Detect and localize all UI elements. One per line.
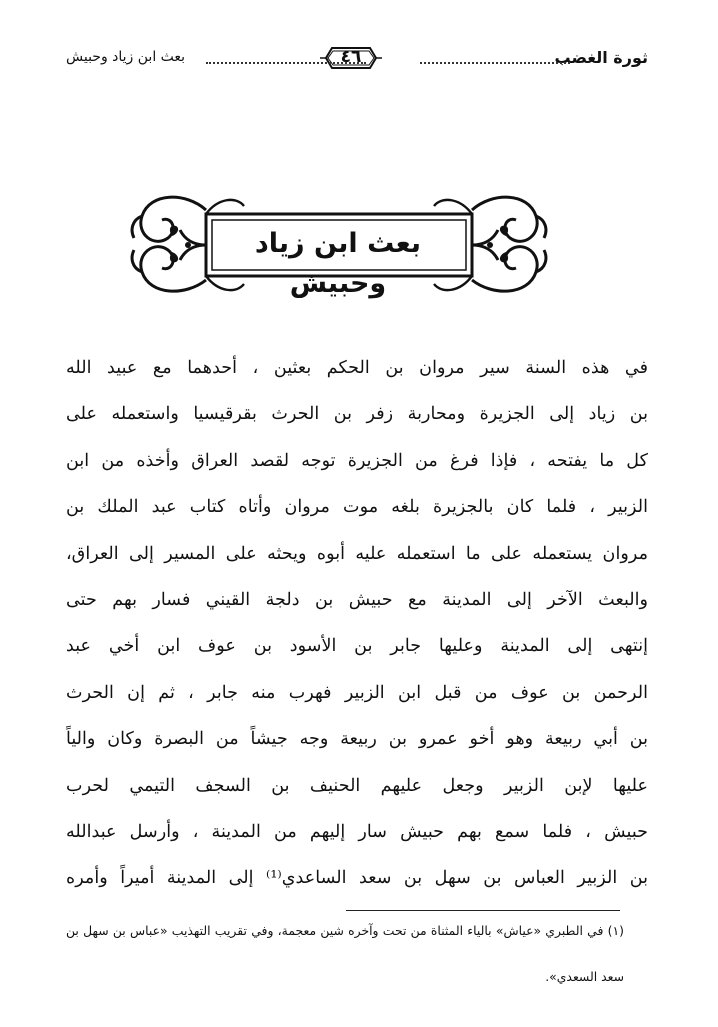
footnote-line: سعد السعدي». (545, 969, 624, 984)
text-line: والبعث الآخر إلى المدينة مع حبيش بن دلجة القيني فسار بهم حتى (66, 589, 648, 610)
text-line: بن زياد إلى الجزيرة ومحاربة زفر بن الحرث بقرقيسيا واستعمله على (66, 404, 648, 425)
page-number-badge (318, 44, 384, 72)
text-line: إنتهى إلى المدينة وعليها جابر بن الأسود بن عوف ابن أخي عبد (66, 636, 648, 657)
text-line: في هذه السنة سير مروان بن الحكم بعثين ، أحدهما مع عبيد الله (66, 358, 648, 378)
text-line: بن أبي ربيعة وهو أخو عمرو بن ربيعة وجه جيشاً من البصرة وكان والياً (66, 729, 648, 750)
footnote-line: (١) في الطبري «عياش» بالياء المثناة من تحت وآخره شين معجمة، وفي تقريب التهذيب «عباس بن سهل بن (66, 923, 624, 938)
footnote-separator (346, 910, 620, 911)
footnotes (66, 918, 624, 1010)
text-line: مروان يستعمله على ما استعمله عليه أبوه ويحثه على المسير إلى العراق، (66, 543, 648, 564)
page-number: ٤٦ (340, 47, 362, 67)
text-line: عليها لإبن الزبير وجعل عليهم الحنيف بن السجف التيمي لحرب (66, 775, 648, 796)
text-line: كل ما يفتحه ، فإذا فرغ من الجزيرة توجه لقصد العراق وأخذه من ابن (66, 450, 648, 471)
chapter-title-plaque (128, 190, 550, 298)
running-chapter-title: بعث ابن زياد وحبيش (66, 49, 186, 65)
text-line: الزبير ، فلما كان بالجزيرة بلغه موت مروان وأتاه كتاب عبد الملك بن (66, 497, 648, 518)
text-line: الرحمن بن عوف من قبل ابن الزبير فهرب منه جابر ، ثم إن الحرث (66, 682, 648, 703)
body-text (66, 345, 648, 902)
running-header (66, 44, 648, 76)
chapter-title: بعث ابن زياد وحبيش (254, 228, 422, 299)
book-title: ثورة الغضب (554, 48, 648, 67)
text-line: حبيش ، فلما سمع بهم حبيش سار إليهم من المدينة ، وأرسل عبدالله (66, 821, 648, 842)
header-leader-dots-left (206, 62, 366, 64)
text-line: بن الزبير العباس بن سهل بن سعد الساعدي⁽¹⁾ إلى المدينة أميراً وأمره (66, 868, 648, 889)
header-leader-dots-right (420, 62, 570, 64)
